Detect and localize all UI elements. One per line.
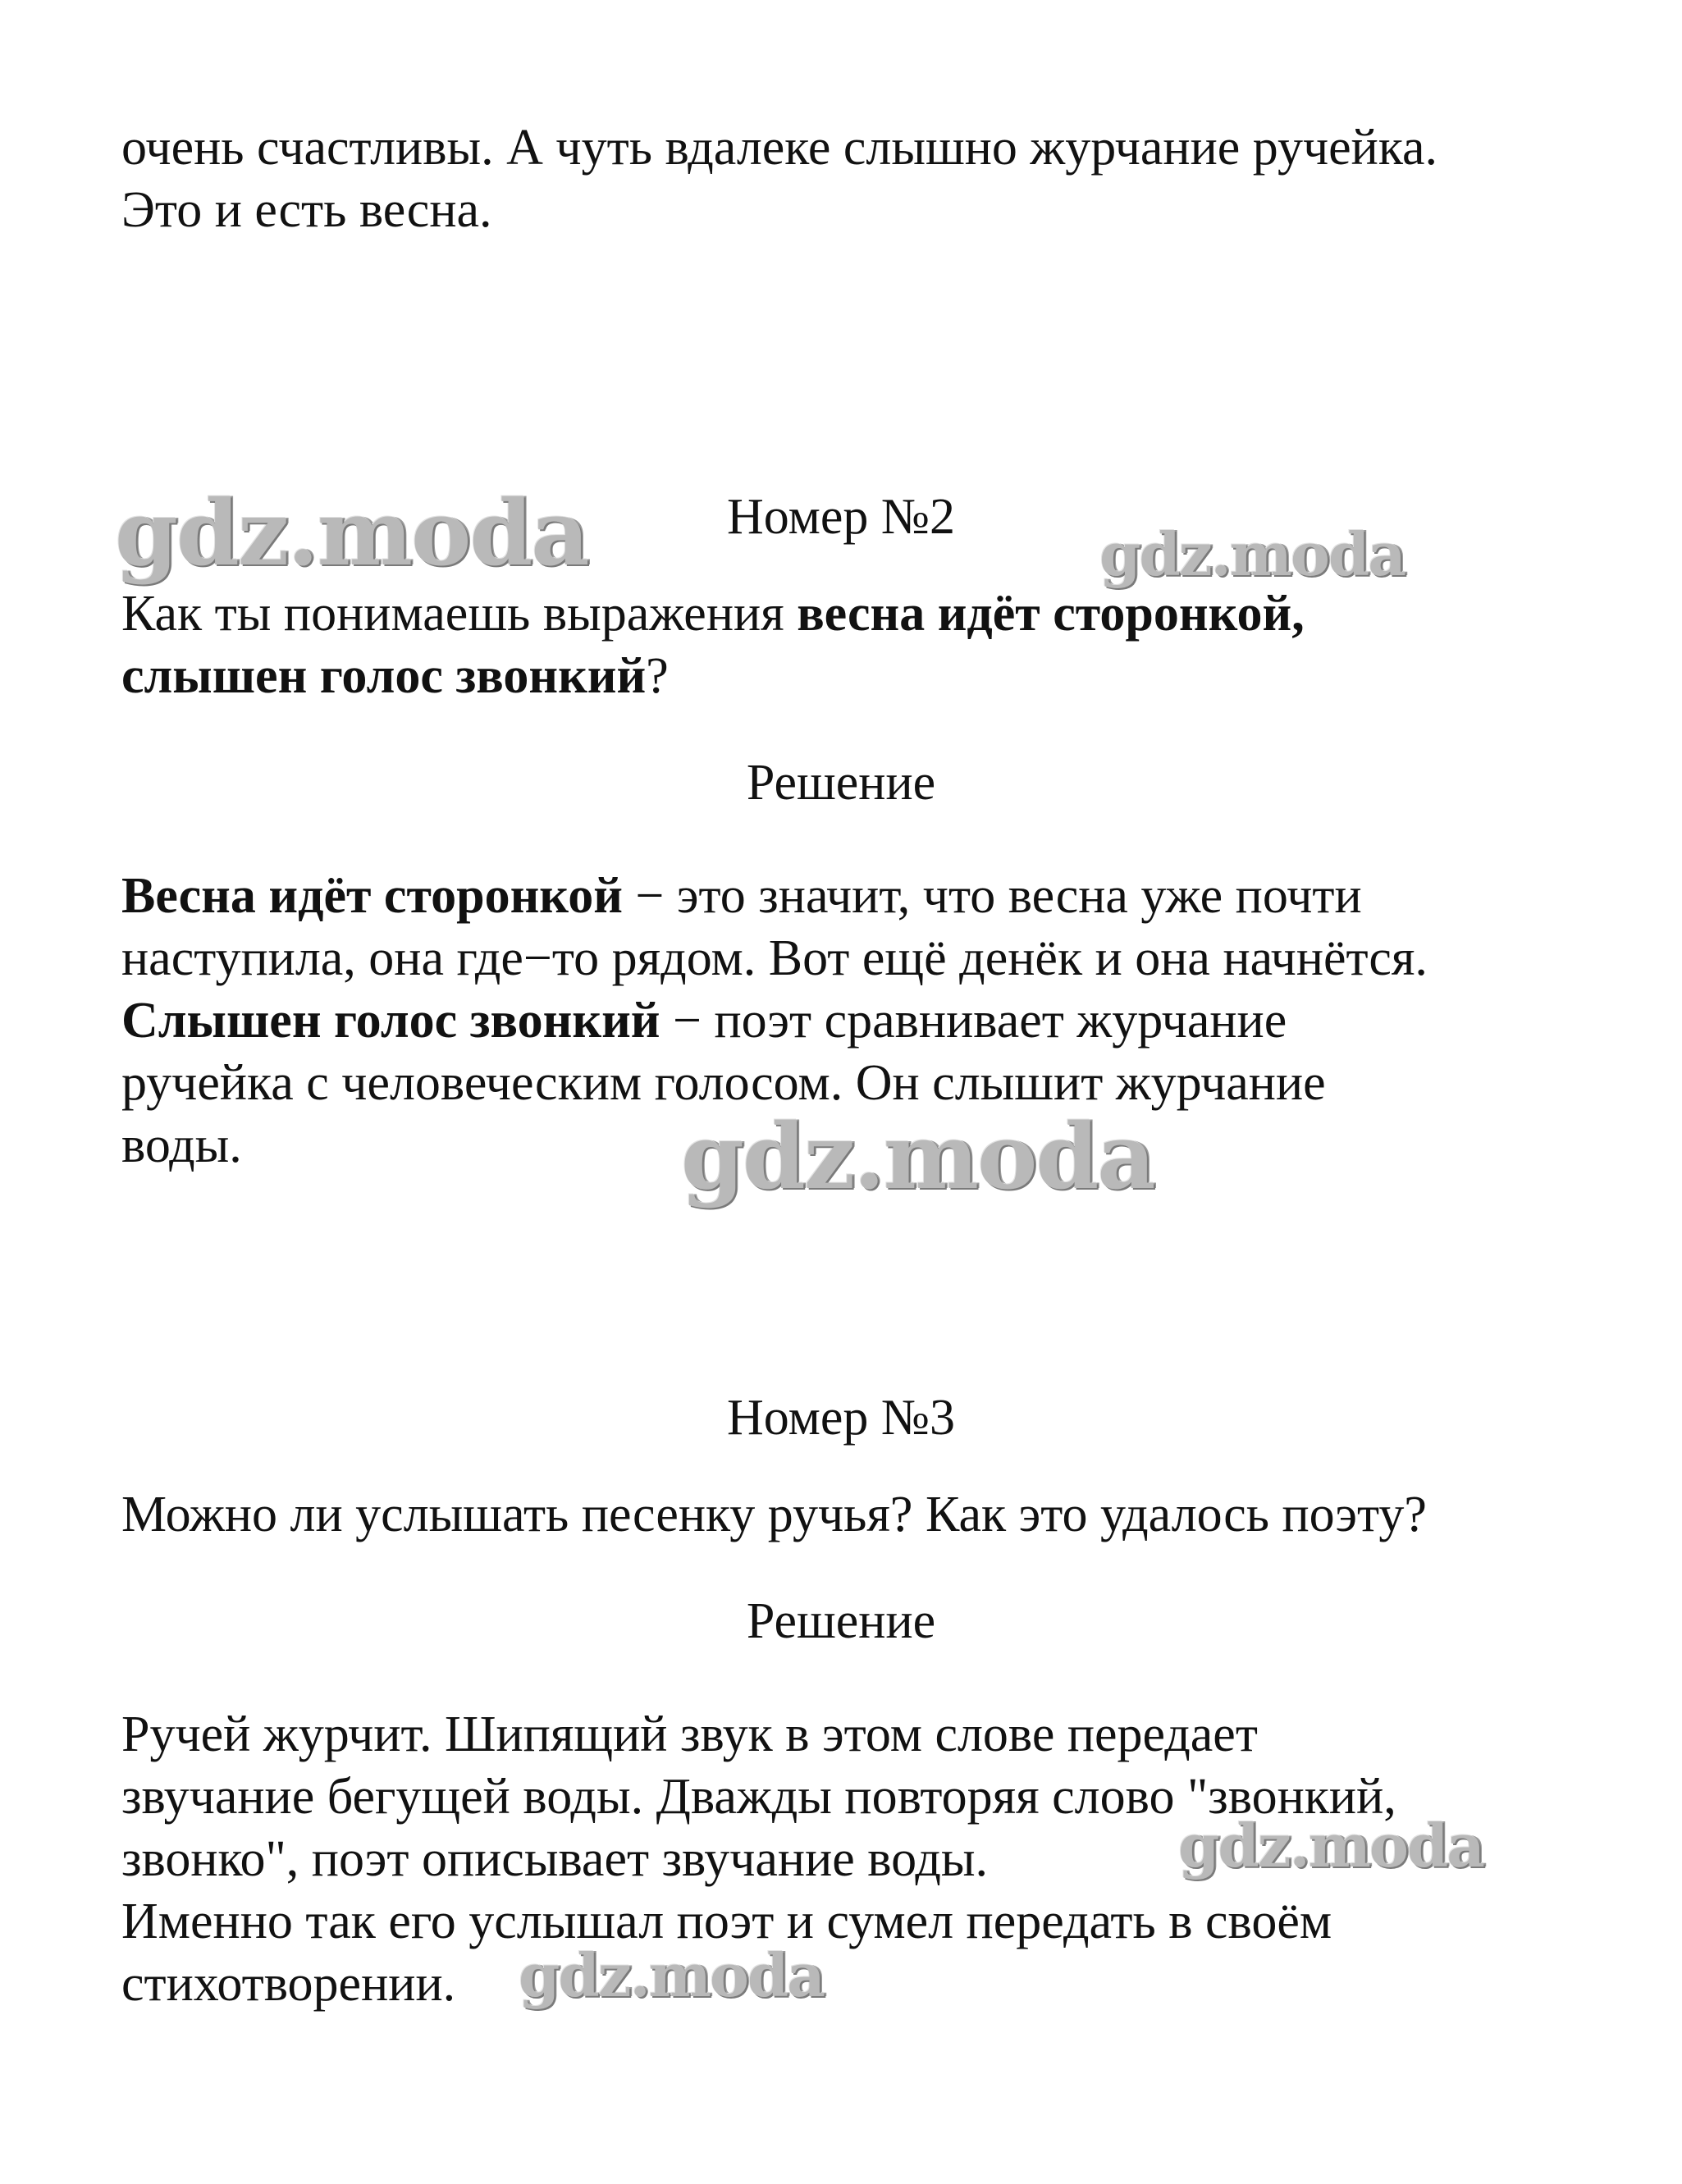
task2-question-bold-2: слышен голос звонкий <box>121 648 647 704</box>
task2-answer-line-3-rest: − поэт сравнивает журчание <box>660 993 1287 1049</box>
task2-answer-line-1-rest: − это значит, что весна уже почти <box>622 868 1362 924</box>
task2-answer-bold-2: Слышен голос звонкий <box>121 993 660 1049</box>
task2-number: Номер №2 <box>726 489 955 545</box>
task2-answer-line-4: ручейка с человеческим голосом. Он слышит журчание <box>121 1055 1326 1111</box>
task3-question: Можно ли услышать песенку ручья? Как это удалось поэту? <box>121 1487 1427 1542</box>
task2-answer-line-1 <box>121 865 1362 927</box>
task2-answer-line-5: воды. <box>121 1117 242 1173</box>
watermark-logo: gdz.moda <box>1178 1811 1483 1880</box>
task2-answer-line-3 <box>121 989 1287 1052</box>
task2-solution-heading: Решение <box>746 755 936 811</box>
task3-answer-line-3: звонко", поэт описывает звучание воды. <box>121 1831 989 1887</box>
watermark-logo: gdz.moda <box>1099 519 1405 589</box>
task2-answer-line-2: наступила, она где−то рядом. Вот ещё денёк и она начнётся. <box>121 930 1428 986</box>
task3-solution-heading: Решение <box>746 1593 936 1649</box>
task2-question-prefix: Как ты понимаешь выражения <box>121 586 798 642</box>
task3-answer-line-4: Именно так его услышал поэт и сумел передать в своём <box>121 1894 1332 1949</box>
task3-answer-line-1: Ручей журчит. Шипящий звук в этом слове передает <box>121 1707 1258 1762</box>
task2-question-bold-1: весна идёт сторонкой, <box>797 586 1305 642</box>
task2-question-suffix: ? <box>646 648 669 704</box>
task3-answer-line-5: стихотворении. <box>121 1956 456 2012</box>
task3-number: Номер №3 <box>726 1390 955 1446</box>
watermark-logo: gdz.moda <box>681 1103 1154 1209</box>
task2-answer-bold-1: Весна идёт сторонкой <box>121 868 623 924</box>
task2-question-line-2 <box>121 645 669 707</box>
intro-line-1: очень счастливы. А чуть вдалеке слышно журчание ручейка. <box>121 120 1438 176</box>
watermark-logo: gdz.moda <box>519 1940 824 2010</box>
task2-question-line-1 <box>121 583 1305 645</box>
intro-line-2: Это и есть весна. <box>121 182 492 238</box>
watermark-logo: gdz.moda <box>115 480 588 586</box>
task3-answer-line-2: звучание бегущей воды. Дважды повторяя слово "звонкий, <box>121 1769 1396 1825</box>
